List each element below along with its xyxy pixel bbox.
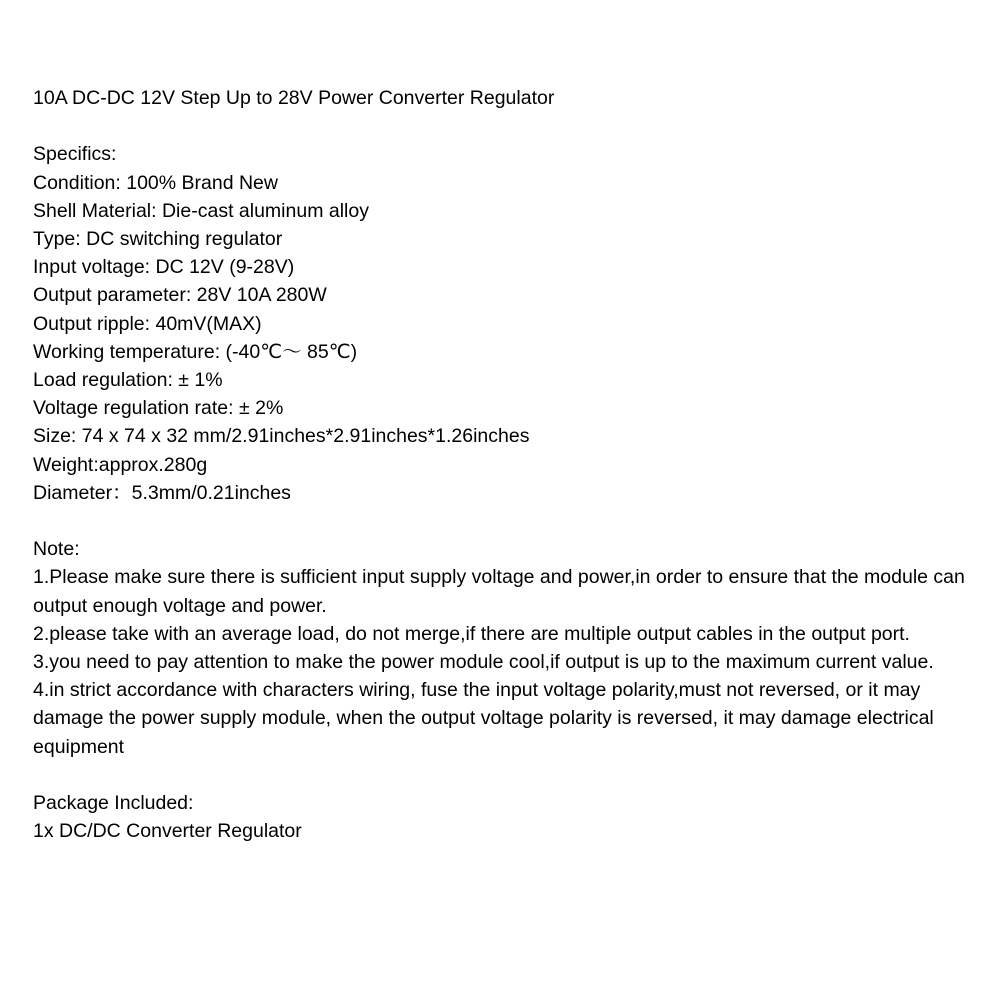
spec-size: Size: 74 x 74 x 32 mm/2.91inches*2.91inches*1.26inches (33, 425, 530, 448)
spec-condition: Condition: 100% Brand New (33, 171, 278, 194)
specifics-heading: Specifics: (33, 143, 117, 166)
spec-type: Type: DC switching regulator (33, 228, 283, 250)
spacer (33, 761, 978, 789)
note-heading: Note: (33, 538, 80, 561)
spacer (33, 507, 978, 535)
spec-load-regulation: Load regulation: ± 1% (33, 369, 223, 392)
spec-working-temperature: Working temperature: (-40℃～ 85℃) (33, 340, 358, 363)
note-item-2: 2.please take with an average load, do not merge,if there are multiple output cables in the output port. (33, 622, 910, 645)
spacer (33, 112, 978, 140)
spec-input-voltage: Input voltage: DC 12V (9-28V) (33, 256, 295, 279)
package-heading: Package Included: (33, 792, 194, 815)
note-item-3: 3.you need to pay attention to make the power module cool,if output is up to the maximum current value. (33, 651, 934, 674)
note-item-1: 1.Please make sure there is sufficient input supply voltage and power,in order to ensure that the module can output enough voltage and power. (33, 566, 965, 617)
note-item-4: 4.in strict accordance with characters wiring, fuse the input voltage polarity,must not reversed, or it may damage the power supply module, when the output voltage polarity is reversed, it may damage electrical equipment (33, 679, 934, 758)
spec-shell-material: Shell Material: Die-cast aluminum alloy (33, 199, 369, 222)
product-title: 10A DC-DC 12V Step Up to 28V Power Converter Regulator (33, 87, 555, 109)
spec-voltage-regulation-rate: Voltage regulation rate: ± 2% (33, 397, 284, 420)
spec-weight: Weight:approx.280g (33, 453, 208, 476)
spec-output-ripple: Output ripple: 40mV(MAX) (33, 312, 262, 335)
product-description (33, 84, 978, 845)
spec-diameter: Diameter：5.3mm/0.21inches (33, 481, 291, 504)
package-item: 1x DC/DC Converter Regulator (33, 820, 302, 843)
spec-output-parameter: Output parameter: 28V 10A 280W (33, 284, 327, 307)
